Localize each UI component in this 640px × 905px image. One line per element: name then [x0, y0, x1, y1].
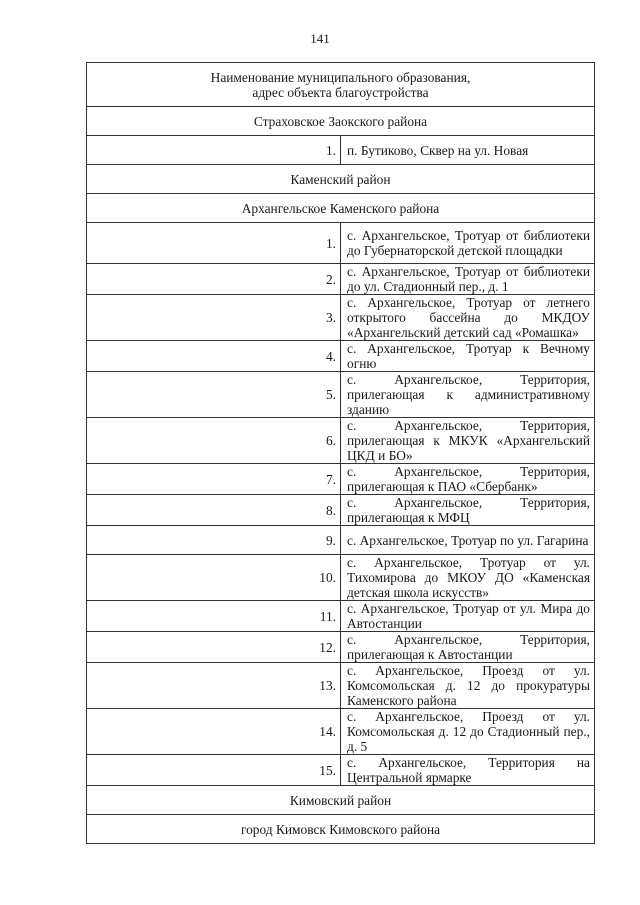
row-number: 9.: [87, 526, 341, 555]
table-row: [87, 136, 595, 165]
table-row: [87, 663, 595, 709]
group-heading-row: [87, 107, 595, 136]
group-heading-row: [87, 786, 595, 815]
row-number: 8.: [87, 495, 341, 526]
row-text: п. Бутиково, Сквер на ул. Новая: [341, 136, 595, 165]
group-heading: Страховское Заокского района: [87, 107, 595, 136]
table-row: [87, 555, 595, 601]
table-header-row: [87, 63, 595, 107]
row-text: с. Архангельское, Проезд от ул. Комсомольская д. 12 до прокуратуры Каменского района: [341, 663, 595, 709]
table-row: [87, 223, 595, 264]
table-header-line-2: адрес объекта благоустройства: [252, 84, 429, 100]
group-heading-row: [87, 194, 595, 223]
row-text: с. Архангельское, Территория на Центральной ярмарке: [341, 755, 595, 786]
row-text: с. Архангельское, Тротуар от летнего открытого бассейна до МКДОУ «Архангельский детский сад «Ромашка»: [341, 295, 595, 341]
row-number: 1.: [87, 136, 341, 165]
group-heading-row: [87, 815, 595, 844]
row-number: 15.: [87, 755, 341, 786]
group-heading: Кимовский район: [87, 786, 595, 815]
row-text: с. Архангельское, Тротуар от библиотеки до Губернаторской детской площадки: [341, 223, 595, 264]
row-text: с. Архангельское, Тротуар от библиотеки до ул. Стадионный пер., д. 1: [341, 264, 595, 295]
row-number: 13.: [87, 663, 341, 709]
group-heading-row: [87, 165, 595, 194]
table-row: [87, 295, 595, 341]
table-row: [87, 601, 595, 632]
table-row: [87, 709, 595, 755]
row-text: с. Архангельское, Территория, прилегающая к Автостанции: [341, 632, 595, 663]
table-row: [87, 464, 595, 495]
page-number: 141: [310, 31, 330, 46]
row-number: 3.: [87, 295, 341, 341]
group-heading: город Кимовск Кимовского района: [87, 815, 595, 844]
table-row: [87, 755, 595, 786]
row-text: с. Архангельское, Проезд от ул. Комсомольская д. 12 до Стадионный пер., д. 5: [341, 709, 595, 755]
table-row: [87, 372, 595, 418]
row-number: 5.: [87, 372, 341, 418]
table-row: [87, 264, 595, 295]
group-heading: Архангельское Каменского района: [87, 194, 595, 223]
table-row: [87, 632, 595, 663]
row-text: с. Архангельское, Территория, прилегающая к ПАО «Сбербанк»: [341, 464, 595, 495]
row-text: с. Архангельское, Тротуар от ул. Тихомирова до МКОУ ДО «Каменская детская школа искусств»: [341, 555, 595, 601]
row-number: 2.: [87, 264, 341, 295]
row-number: 7.: [87, 464, 341, 495]
row-number: 12.: [87, 632, 341, 663]
table-row: [87, 418, 595, 464]
row-text: с. Архангельское, Тротуар от ул. Мира до Автостанции: [341, 601, 595, 632]
table-row: [87, 526, 595, 555]
row-number: 11.: [87, 601, 341, 632]
table-body: [87, 63, 595, 844]
row-number: 10.: [87, 555, 341, 601]
row-number: 1.: [87, 223, 341, 264]
group-heading: Каменский район: [87, 165, 595, 194]
row-text: с. Архангельское, Территория, прилегающая к административному зданию: [341, 372, 595, 418]
table-row: [87, 495, 595, 526]
row-text: с. Архангельское, Тротуар по ул. Гагарина: [341, 526, 595, 555]
table-row: [87, 341, 595, 372]
objects-table: [86, 62, 595, 844]
row-text: с. Архангельское, Тротуар к Вечному огню: [341, 341, 595, 372]
row-number: 4.: [87, 341, 341, 372]
row-text: с. Архангельское, Территория, прилегающая к МФЦ: [341, 495, 595, 526]
row-number: 14.: [87, 709, 341, 755]
row-number: 6.: [87, 418, 341, 464]
row-text: с. Архангельское, Территория, прилегающая к МКУК «Архангельский ЦКД и БО»: [341, 418, 595, 464]
table-header-line-1: Наименование муниципального образования,: [210, 69, 471, 85]
table-header-cell: [87, 63, 595, 107]
